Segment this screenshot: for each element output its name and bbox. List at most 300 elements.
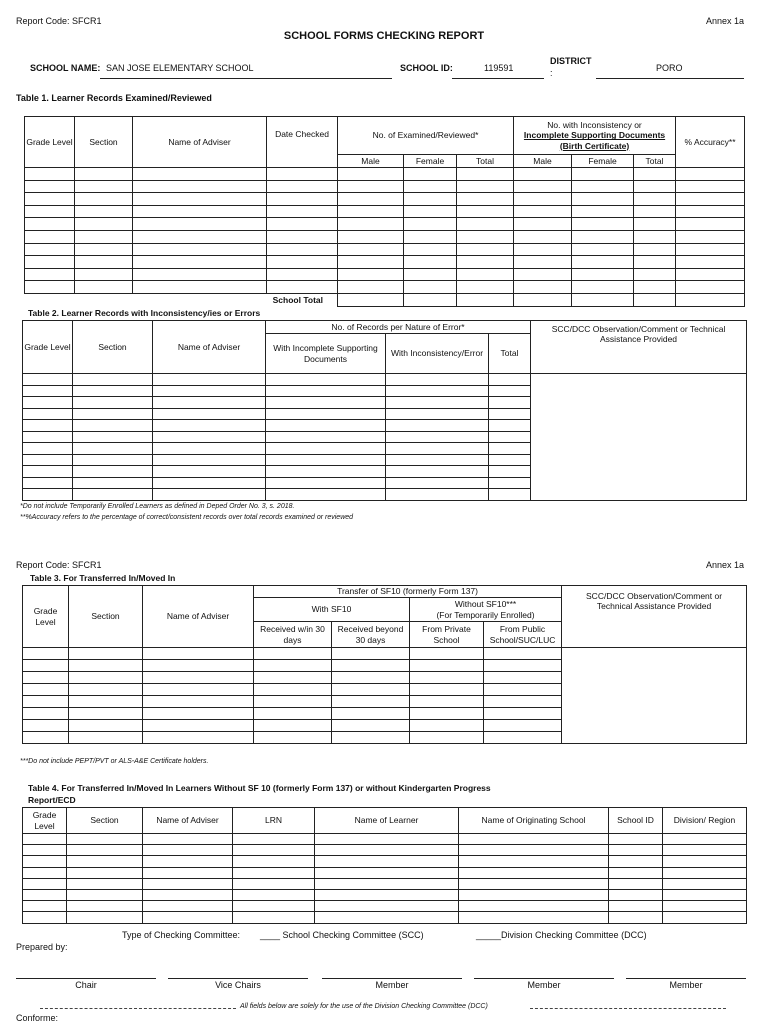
table-cell[interactable] — [484, 708, 562, 720]
table-cell[interactable] — [663, 834, 747, 845]
table-cell[interactable] — [25, 193, 75, 206]
table-cell[interactable] — [676, 193, 745, 206]
signature-line-chair[interactable] — [16, 978, 156, 979]
table-cell[interactable] — [23, 454, 73, 466]
table-cell[interactable] — [410, 648, 484, 660]
table-cell[interactable] — [332, 684, 410, 696]
table-cell[interactable] — [457, 230, 514, 243]
table-cell[interactable] — [266, 454, 386, 466]
table-cell[interactable] — [404, 230, 457, 243]
table-cell[interactable] — [75, 180, 133, 193]
table-cell[interactable] — [663, 867, 747, 878]
table-cell[interactable] — [23, 431, 73, 443]
table-cell[interactable] — [484, 660, 562, 672]
table-cell[interactable] — [332, 660, 410, 672]
table-cell[interactable] — [133, 281, 267, 294]
table-cell[interactable] — [410, 660, 484, 672]
table-cell[interactable] — [133, 268, 267, 281]
table-cell[interactable] — [663, 856, 747, 867]
table-cell[interactable] — [459, 845, 609, 856]
table-cell[interactable] — [572, 293, 634, 306]
table-cell[interactable] — [489, 397, 531, 409]
table-cell[interactable] — [133, 230, 267, 243]
table-cell[interactable] — [267, 168, 338, 181]
table-cell[interactable] — [143, 912, 233, 923]
table-cell[interactable] — [459, 867, 609, 878]
table-cell[interactable] — [489, 385, 531, 397]
table-cell[interactable] — [386, 443, 489, 455]
table-cell[interactable] — [457, 293, 514, 306]
table-cell[interactable] — [514, 243, 572, 256]
table-cell[interactable] — [23, 834, 67, 845]
signature-line-member-2[interactable] — [474, 978, 614, 979]
table-cell[interactable] — [67, 845, 143, 856]
table-cell[interactable] — [572, 218, 634, 231]
table-cell[interactable] — [484, 684, 562, 696]
table-cell[interactable] — [23, 408, 73, 420]
table-cell[interactable] — [489, 408, 531, 420]
table-cell[interactable] — [634, 168, 676, 181]
table-cell[interactable] — [572, 281, 634, 294]
table-cell[interactable] — [25, 218, 75, 231]
table-cell[interactable] — [153, 374, 266, 386]
table-cell[interactable] — [404, 243, 457, 256]
table-cell[interactable] — [266, 477, 386, 489]
table-cell[interactable] — [663, 901, 747, 912]
table-cell[interactable] — [332, 672, 410, 684]
table-cell[interactable] — [338, 293, 404, 306]
table-cell[interactable] — [23, 732, 69, 744]
table-cell[interactable] — [133, 256, 267, 269]
table-cell[interactable] — [67, 867, 143, 878]
table-cell[interactable] — [663, 912, 747, 923]
table-cell[interactable] — [233, 845, 315, 856]
table-cell[interactable] — [459, 901, 609, 912]
table-cell[interactable] — [67, 856, 143, 867]
table-cell[interactable] — [338, 230, 404, 243]
table-cell[interactable] — [267, 281, 338, 294]
table-cell[interactable] — [73, 454, 153, 466]
observation-cell[interactable] — [562, 648, 747, 744]
table-cell[interactable] — [514, 168, 572, 181]
table-cell[interactable] — [514, 205, 572, 218]
table-cell[interactable] — [457, 193, 514, 206]
table-cell[interactable] — [404, 205, 457, 218]
table-cell[interactable] — [23, 397, 73, 409]
table-cell[interactable] — [338, 205, 404, 218]
table-cell[interactable] — [457, 205, 514, 218]
table-cell[interactable] — [572, 180, 634, 193]
table-cell[interactable] — [457, 268, 514, 281]
table-cell[interactable] — [133, 243, 267, 256]
table-cell[interactable] — [410, 708, 484, 720]
dcc-option[interactable]: _____Division Checking Committee (DCC) — [476, 930, 647, 940]
table-cell[interactable] — [484, 696, 562, 708]
table-cell[interactable] — [457, 281, 514, 294]
table-cell[interactable] — [143, 684, 254, 696]
table-cell[interactable] — [676, 243, 745, 256]
table-cell[interactable] — [609, 901, 663, 912]
table-cell[interactable] — [572, 268, 634, 281]
table-cell[interactable] — [153, 489, 266, 501]
table-cell[interactable] — [69, 708, 143, 720]
table-cell[interactable] — [23, 443, 73, 455]
table-cell[interactable] — [489, 443, 531, 455]
table-cell[interactable] — [143, 867, 233, 878]
table-cell[interactable] — [663, 878, 747, 889]
table-cell[interactable] — [25, 281, 75, 294]
table-cell[interactable] — [23, 878, 67, 889]
signature-line-member-1[interactable] — [322, 978, 462, 979]
table-cell[interactable] — [514, 180, 572, 193]
table-cell[interactable] — [254, 708, 332, 720]
table-cell[interactable] — [386, 420, 489, 432]
table-cell[interactable] — [69, 696, 143, 708]
table-cell[interactable] — [153, 454, 266, 466]
table-cell[interactable] — [143, 856, 233, 867]
table-cell[interactable] — [484, 672, 562, 684]
table-cell[interactable] — [514, 230, 572, 243]
table-cell[interactable] — [663, 889, 747, 900]
table-cell[interactable] — [634, 230, 676, 243]
table-cell[interactable] — [315, 845, 459, 856]
table-cell[interactable] — [572, 256, 634, 269]
table-cell[interactable] — [73, 466, 153, 478]
table-cell[interactable] — [143, 889, 233, 900]
table-cell[interactable] — [457, 218, 514, 231]
table-cell[interactable] — [634, 205, 676, 218]
table-cell[interactable] — [254, 696, 332, 708]
table-cell[interactable] — [143, 648, 254, 660]
table-cell[interactable] — [267, 256, 338, 269]
table-cell[interactable] — [23, 684, 69, 696]
table-cell[interactable] — [514, 218, 572, 231]
table-cell[interactable] — [25, 268, 75, 281]
table-cell[interactable] — [133, 168, 267, 181]
table-cell[interactable] — [133, 205, 267, 218]
table-cell[interactable] — [676, 230, 745, 243]
table-cell[interactable] — [634, 256, 676, 269]
table-cell[interactable] — [266, 374, 386, 386]
table-cell[interactable] — [514, 256, 572, 269]
table-cell[interactable] — [315, 878, 459, 889]
table-cell[interactable] — [266, 385, 386, 397]
table-cell[interactable] — [75, 205, 133, 218]
table-cell[interactable] — [410, 696, 484, 708]
table-cell[interactable] — [143, 672, 254, 684]
table-cell[interactable] — [23, 648, 69, 660]
table-cell[interactable] — [233, 834, 315, 845]
table-cell[interactable] — [484, 732, 562, 744]
table-cell[interactable] — [73, 408, 153, 420]
table-cell[interactable] — [404, 281, 457, 294]
table-cell[interactable] — [386, 397, 489, 409]
table-cell[interactable] — [489, 431, 531, 443]
table-cell[interactable] — [75, 268, 133, 281]
table-cell[interactable] — [386, 408, 489, 420]
table-cell[interactable] — [663, 845, 747, 856]
table-cell[interactable] — [25, 256, 75, 269]
table-cell[interactable] — [267, 193, 338, 206]
table-cell[interactable] — [609, 834, 663, 845]
table-cell[interactable] — [634, 293, 676, 306]
table-cell[interactable] — [67, 889, 143, 900]
table-cell[interactable] — [404, 218, 457, 231]
table-cell[interactable] — [143, 708, 254, 720]
table-cell[interactable] — [676, 256, 745, 269]
table-cell[interactable] — [143, 720, 254, 732]
table-cell[interactable] — [315, 867, 459, 878]
table-cell[interactable] — [676, 293, 745, 306]
table-cell[interactable] — [634, 218, 676, 231]
table-cell[interactable] — [143, 901, 233, 912]
table-cell[interactable] — [73, 420, 153, 432]
table-cell[interactable] — [73, 443, 153, 455]
table-cell[interactable] — [676, 168, 745, 181]
table-cell[interactable] — [73, 477, 153, 489]
table-cell[interactable] — [609, 889, 663, 900]
table-cell[interactable] — [332, 708, 410, 720]
table-cell[interactable] — [489, 477, 531, 489]
table-cell[interactable] — [572, 168, 634, 181]
table-cell[interactable] — [489, 454, 531, 466]
table-cell[interactable] — [153, 431, 266, 443]
table-cell[interactable] — [332, 732, 410, 744]
table-cell[interactable] — [23, 696, 69, 708]
table-cell[interactable] — [143, 845, 233, 856]
table-cell[interactable] — [266, 466, 386, 478]
table-cell[interactable] — [73, 397, 153, 409]
table-cell[interactable] — [386, 489, 489, 501]
table-cell[interactable] — [634, 193, 676, 206]
table-cell[interactable] — [404, 268, 457, 281]
table-cell[interactable] — [23, 385, 73, 397]
table-cell[interactable] — [386, 454, 489, 466]
table-cell[interactable] — [23, 374, 73, 386]
table-cell[interactable] — [459, 856, 609, 867]
table-cell[interactable] — [69, 720, 143, 732]
table-cell[interactable] — [75, 218, 133, 231]
table-cell[interactable] — [404, 180, 457, 193]
table-cell[interactable] — [338, 180, 404, 193]
table-cell[interactable] — [338, 281, 404, 294]
table-cell[interactable] — [75, 168, 133, 181]
table-cell[interactable] — [25, 230, 75, 243]
table-cell[interactable] — [457, 256, 514, 269]
table-cell[interactable] — [69, 732, 143, 744]
table-cell[interactable] — [332, 720, 410, 732]
table-cell[interactable] — [73, 374, 153, 386]
observation-cell[interactable] — [531, 374, 747, 501]
table-cell[interactable] — [73, 489, 153, 501]
table-cell[interactable] — [23, 901, 67, 912]
table-cell[interactable] — [386, 385, 489, 397]
table-cell[interactable] — [267, 218, 338, 231]
table-cell[interactable] — [457, 168, 514, 181]
table-cell[interactable] — [23, 672, 69, 684]
table-cell[interactable] — [484, 648, 562, 660]
table-cell[interactable] — [489, 420, 531, 432]
table-cell[interactable] — [254, 660, 332, 672]
table-cell[interactable] — [23, 466, 73, 478]
table-cell[interactable] — [23, 477, 73, 489]
table-cell[interactable] — [338, 243, 404, 256]
table-cell[interactable] — [609, 845, 663, 856]
table-cell[interactable] — [459, 889, 609, 900]
table-cell[interactable] — [267, 180, 338, 193]
table-cell[interactable] — [609, 878, 663, 889]
table-cell[interactable] — [404, 193, 457, 206]
table-cell[interactable] — [23, 708, 69, 720]
table-cell[interactable] — [338, 268, 404, 281]
table-cell[interactable] — [25, 205, 75, 218]
table-cell[interactable] — [143, 878, 233, 889]
table-cell[interactable] — [315, 912, 459, 923]
table-cell[interactable] — [386, 374, 489, 386]
table-cell[interactable] — [75, 193, 133, 206]
table-cell[interactable] — [459, 834, 609, 845]
table-cell[interactable] — [338, 218, 404, 231]
table-cell[interactable] — [315, 856, 459, 867]
table-cell[interactable] — [266, 489, 386, 501]
table-cell[interactable] — [143, 696, 254, 708]
table-cell[interactable] — [404, 256, 457, 269]
table-cell[interactable] — [23, 867, 67, 878]
table-cell[interactable] — [332, 648, 410, 660]
table-cell[interactable] — [69, 648, 143, 660]
table-cell[interactable] — [233, 901, 315, 912]
table-cell[interactable] — [23, 889, 67, 900]
table-cell[interactable] — [23, 720, 69, 732]
table-cell[interactable] — [514, 268, 572, 281]
table-cell[interactable] — [489, 374, 531, 386]
table-cell[interactable] — [69, 672, 143, 684]
table-cell[interactable] — [143, 660, 254, 672]
table-cell[interactable] — [73, 431, 153, 443]
table-cell[interactable] — [69, 660, 143, 672]
table-cell[interactable] — [572, 193, 634, 206]
table-cell[interactable] — [489, 466, 531, 478]
table-cell[interactable] — [572, 230, 634, 243]
table-cell[interactable] — [266, 397, 386, 409]
table-cell[interactable] — [572, 205, 634, 218]
table-cell[interactable] — [75, 243, 133, 256]
table-cell[interactable] — [266, 420, 386, 432]
table-cell[interactable] — [267, 268, 338, 281]
table-cell[interactable] — [386, 466, 489, 478]
table-cell[interactable] — [23, 660, 69, 672]
table-cell[interactable] — [23, 420, 73, 432]
table-cell[interactable] — [514, 193, 572, 206]
table-cell[interactable] — [267, 230, 338, 243]
table-cell[interactable] — [266, 443, 386, 455]
table-cell[interactable] — [634, 281, 676, 294]
table-cell[interactable] — [233, 889, 315, 900]
table-cell[interactable] — [386, 431, 489, 443]
table-cell[interactable] — [153, 466, 266, 478]
table-cell[interactable] — [143, 732, 254, 744]
table-cell[interactable] — [338, 168, 404, 181]
table-cell[interactable] — [69, 684, 143, 696]
scc-option[interactable]: ____ School Checking Committee (SCC) — [260, 930, 424, 940]
table-cell[interactable] — [676, 180, 745, 193]
table-cell[interactable] — [25, 168, 75, 181]
table-cell[interactable] — [233, 856, 315, 867]
table-cell[interactable] — [676, 205, 745, 218]
table-cell[interactable] — [676, 268, 745, 281]
signature-line-vice-chairs[interactable] — [168, 978, 308, 979]
table-cell[interactable] — [609, 867, 663, 878]
table-cell[interactable] — [153, 477, 266, 489]
table-cell[interactable] — [634, 243, 676, 256]
table-cell[interactable] — [634, 268, 676, 281]
table-cell[interactable] — [233, 867, 315, 878]
table-cell[interactable] — [233, 878, 315, 889]
table-cell[interactable] — [133, 180, 267, 193]
table-cell[interactable] — [267, 243, 338, 256]
table-cell[interactable] — [410, 672, 484, 684]
table-cell[interactable] — [25, 243, 75, 256]
table-cell[interactable] — [609, 912, 663, 923]
table-cell[interactable] — [75, 230, 133, 243]
table-cell[interactable] — [267, 205, 338, 218]
table-cell[interactable] — [75, 256, 133, 269]
table-cell[interactable] — [634, 180, 676, 193]
table-cell[interactable] — [315, 889, 459, 900]
table-cell[interactable] — [67, 901, 143, 912]
table-cell[interactable] — [133, 218, 267, 231]
table-cell[interactable] — [572, 243, 634, 256]
table-cell[interactable] — [23, 845, 67, 856]
table-cell[interactable] — [23, 912, 67, 923]
table-cell[interactable] — [404, 168, 457, 181]
table-cell[interactable] — [410, 684, 484, 696]
table-cell[interactable] — [143, 834, 233, 845]
table-cell[interactable] — [266, 408, 386, 420]
table-cell[interactable] — [404, 293, 457, 306]
table-cell[interactable] — [609, 856, 663, 867]
table-cell[interactable] — [338, 256, 404, 269]
table-cell[interactable] — [410, 720, 484, 732]
table-cell[interactable] — [266, 431, 386, 443]
table-cell[interactable] — [332, 696, 410, 708]
table-cell[interactable] — [153, 385, 266, 397]
table-cell[interactable] — [25, 180, 75, 193]
table-cell[interactable] — [23, 856, 67, 867]
table-cell[interactable] — [457, 180, 514, 193]
table-cell[interactable] — [489, 489, 531, 501]
table-cell[interactable] — [457, 243, 514, 256]
table-cell[interactable] — [67, 834, 143, 845]
table-cell[interactable] — [459, 878, 609, 889]
table-cell[interactable] — [153, 397, 266, 409]
table-cell[interactable] — [133, 193, 267, 206]
table-cell[interactable] — [459, 912, 609, 923]
table-cell[interactable] — [75, 281, 133, 294]
table-cell[interactable] — [254, 684, 332, 696]
table-cell[interactable] — [153, 408, 266, 420]
table-cell[interactable] — [254, 720, 332, 732]
table-cell[interactable] — [254, 732, 332, 744]
table-cell[interactable] — [676, 281, 745, 294]
table-cell[interactable] — [153, 443, 266, 455]
table-cell[interactable] — [233, 912, 315, 923]
table-cell[interactable] — [73, 385, 153, 397]
table-cell[interactable] — [386, 477, 489, 489]
table-cell[interactable] — [514, 281, 572, 294]
table-cell[interactable] — [514, 293, 572, 306]
table-cell[interactable] — [338, 193, 404, 206]
